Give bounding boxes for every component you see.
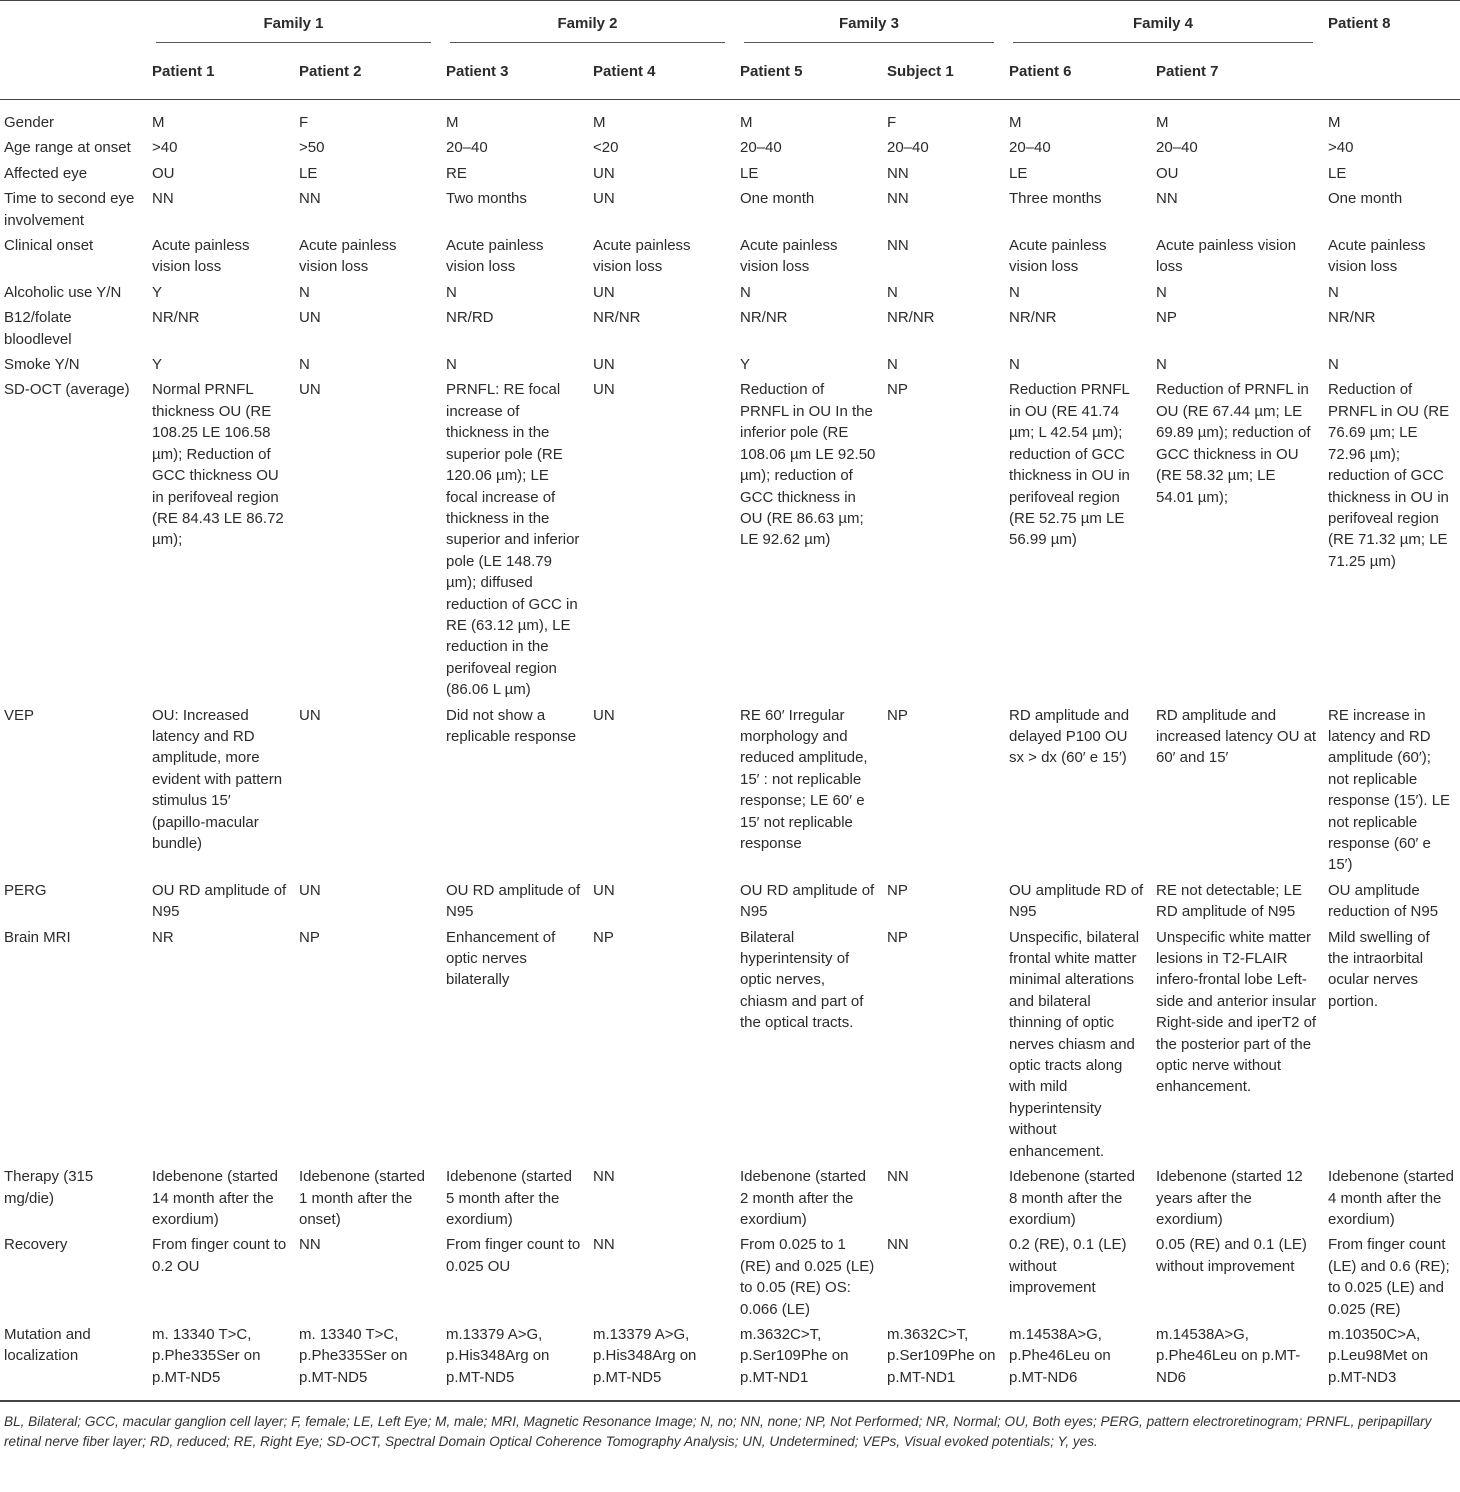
table-cell: N bbox=[1328, 356, 1339, 374]
table-cell: 20–40 bbox=[740, 139, 782, 157]
table-cell: Acute painless vision loss bbox=[593, 237, 691, 276]
table-cell: NN bbox=[1156, 190, 1178, 208]
table-cell: Idebenone (started 1 month after the onset) bbox=[299, 1168, 425, 1228]
family-header bbox=[441, 1, 735, 52]
table-cell: >40 bbox=[152, 139, 178, 157]
table-row bbox=[0, 100, 1460, 136]
patient-header bbox=[1323, 51, 1460, 100]
table-cell: NP bbox=[887, 706, 908, 724]
table-cell: LE bbox=[299, 164, 318, 182]
table-cell: N bbox=[299, 356, 310, 374]
table-cell: Did not show a replicable response bbox=[446, 706, 577, 745]
table-cell: UN bbox=[299, 881, 321, 899]
family-label: Family 1 bbox=[156, 13, 431, 43]
table-cell: NR bbox=[152, 928, 174, 946]
table-cell: Mild swelling of the intraorbital ocular nerves portion. bbox=[1328, 928, 1430, 1010]
table-cell: NN bbox=[593, 1236, 615, 1254]
table-cell: NN bbox=[593, 1168, 615, 1186]
row-label: Time to second eye involvement bbox=[4, 190, 135, 229]
table-cell: Idebenone (started 4 month after the exordium) bbox=[1328, 1168, 1454, 1228]
table-cell: OU bbox=[152, 164, 175, 182]
header-corner bbox=[0, 51, 147, 100]
table-cell: Idebenone (started 8 month after the exordium) bbox=[1009, 1168, 1135, 1228]
table-cell: m.10350C>A, p.Leu98Met on p.MT-ND3 bbox=[1328, 1325, 1429, 1386]
row-label: VEP bbox=[4, 706, 35, 724]
table-cell: NP bbox=[1156, 309, 1177, 327]
patient-header: Subject 1 bbox=[887, 63, 954, 80]
table-cell: Reduction PRNFL in OU (RE 41.74 µm; L 42.54 µm); reduction of GCC thickness in OU in perifoveal region (RE 52.75 µm LE 56.99 µm) bbox=[1009, 381, 1130, 549]
table-cell: m.13379 A>G, p.His348Arg on p.MT-ND5 bbox=[593, 1325, 697, 1386]
table-cell: UN bbox=[593, 356, 615, 374]
table-cell: Acute painless vision loss bbox=[446, 237, 544, 276]
table-cell: NN bbox=[887, 237, 909, 255]
table-cell: 20–40 bbox=[1009, 139, 1051, 157]
table-cell: 20–40 bbox=[1156, 139, 1198, 157]
family-header bbox=[735, 1, 1004, 52]
table-cell: NR/NR bbox=[887, 309, 935, 327]
table-cell: RE not detectable; LE RD amplitude of N95 bbox=[1156, 881, 1302, 921]
patient-header: Patient 7 bbox=[1156, 63, 1219, 80]
row-label: SD-OCT (average) bbox=[4, 381, 130, 399]
table-cell: Acute painless vision loss bbox=[152, 237, 250, 276]
table-cell: OU amplitude reduction of N95 bbox=[1328, 881, 1439, 921]
row-label: Alcoholic use Y/N bbox=[4, 283, 122, 301]
table-cell: OU RD amplitude of N95 bbox=[740, 881, 875, 921]
table-row bbox=[0, 1232, 1460, 1322]
row-label: PERG bbox=[4, 881, 47, 899]
table-cell: OU bbox=[1156, 164, 1179, 182]
table-cell: 0.2 (RE), 0.1 (LE) without improvement bbox=[1009, 1236, 1127, 1297]
table-row bbox=[0, 352, 1460, 377]
table-cell: 20–40 bbox=[887, 139, 929, 157]
table-cell: Idebenone (started 2 month after the exordium) bbox=[740, 1168, 866, 1228]
table-cell: NN bbox=[152, 190, 174, 208]
table-cell: M bbox=[1156, 114, 1169, 131]
table-cell: OU: Increased latency and RD amplitude, more evident with pattern stimulus 15′ (papillo-macular bundle) bbox=[152, 706, 283, 852]
table-cell: UN bbox=[299, 381, 321, 399]
table-cell: m.13379 A>G, p.His348Arg on p.MT-ND5 bbox=[446, 1325, 550, 1386]
table-body bbox=[0, 100, 1460, 1401]
table-cell: Unspecific white matter lesions in T2-FLAIR infero-frontal lobe Left-side and anterior insular Right-side and iperT2 of the posterior part of the optic nerve without enhancement. bbox=[1156, 928, 1317, 1096]
table-cell: NN bbox=[299, 1236, 321, 1254]
table-cell: NR/NR bbox=[1009, 309, 1057, 327]
family-header-row bbox=[0, 1, 1460, 52]
table-cell: Unspecific, bilateral frontal white matter minimal alterations and bilateral thinning of optic nerves chiasm and optic tracts along with mild hyperintensity without enhancement. bbox=[1009, 928, 1140, 1160]
table-row bbox=[0, 135, 1460, 160]
family-label: Patient 8 bbox=[1328, 15, 1391, 32]
table-row bbox=[0, 1322, 1460, 1401]
table-cell: Idebenone (started 14 month after the exordium) bbox=[152, 1168, 278, 1228]
family-label: Family 2 bbox=[450, 13, 725, 43]
table-row bbox=[0, 186, 1460, 233]
table-cell: OU RD amplitude of N95 bbox=[152, 881, 287, 921]
table-cell: NR/NR bbox=[740, 309, 788, 327]
table-cell: N bbox=[887, 283, 898, 301]
table-cell: UN bbox=[593, 283, 615, 301]
table-cell: Acute painless vision loss bbox=[1156, 237, 1297, 276]
table-cell: Idebenone (started 12 years after the exordium) bbox=[1156, 1168, 1303, 1228]
table-cell: 20–40 bbox=[446, 139, 488, 157]
header-corner bbox=[0, 1, 147, 52]
table-cell: NN bbox=[887, 164, 909, 182]
table-cell: RE increase in latency and RD amplitude (60′); not replicable response (15′). LE not replicable response (60′ e 15′) bbox=[1328, 706, 1451, 874]
table-cell: Normal PRNFL thickness OU (RE 108.25 LE 106.58 µm); Reduction of GCC thickness OU in perifoveal region (RE 84.43 LE 86.72 µm); bbox=[152, 381, 284, 549]
table-cell: >50 bbox=[299, 139, 325, 157]
table-cell: From finger count to 0.025 OU bbox=[446, 1236, 581, 1275]
patient-header: Patient 6 bbox=[1009, 63, 1072, 80]
table-row bbox=[0, 280, 1460, 305]
table-cell: m.14538A>G, p.Phe46Leu on p.MT-ND6 bbox=[1009, 1325, 1111, 1386]
table-cell: Y bbox=[152, 356, 163, 374]
table-row bbox=[0, 1164, 1460, 1232]
table-cell: NR/NR bbox=[152, 309, 200, 327]
row-label: B12/folate bloodlevel bbox=[4, 309, 72, 348]
table-cell: RE 60′ Irregular morphology and reduced amplitude, 15′ : not replicable response; LE 60′ e 15′ not replicable response bbox=[740, 706, 868, 852]
table-cell: UN bbox=[299, 706, 321, 724]
patient-header-row bbox=[0, 51, 1460, 100]
table-cell: Acute painless vision loss bbox=[1009, 237, 1107, 276]
table-cell: N bbox=[1156, 356, 1167, 374]
table-cell: RD amplitude and increased latency OU at 60′ and 15′ bbox=[1156, 706, 1317, 767]
table-cell: One month bbox=[1328, 190, 1403, 208]
table-cell: From finger count to 0.2 OU bbox=[152, 1236, 287, 1275]
table-cell: From finger count (LE) and 0.6 (RE); to 0.025 (LE) and 0.025 (RE) bbox=[1328, 1236, 1450, 1318]
patient-header: Patient 5 bbox=[740, 63, 803, 80]
table-cell: LE bbox=[740, 164, 759, 182]
table-cell: NR/NR bbox=[593, 309, 641, 327]
table-cell: Y bbox=[152, 283, 163, 301]
family-label: Family 3 bbox=[744, 13, 994, 43]
patient-header: Patient 4 bbox=[593, 63, 656, 80]
table-cell: <20 bbox=[593, 139, 619, 157]
table-row bbox=[0, 233, 1460, 280]
table-row bbox=[0, 703, 1460, 878]
patient-header: Patient 2 bbox=[299, 63, 362, 80]
table-cell: UN bbox=[593, 164, 615, 182]
table-cell: One month bbox=[740, 190, 815, 208]
table-cell: N bbox=[1328, 283, 1339, 301]
table-cell: Bilateral hyperintensity of optic nerves, chiasm and part of the optical tracts. bbox=[740, 928, 864, 1032]
table-cell: N bbox=[887, 356, 898, 374]
table-cell: Three months bbox=[1009, 190, 1102, 208]
table-row bbox=[0, 305, 1460, 352]
table-cell: UN bbox=[593, 190, 615, 208]
table-cell: NR/NR bbox=[1328, 309, 1376, 327]
table-cell: N bbox=[740, 283, 751, 301]
table-row bbox=[0, 161, 1460, 186]
table-cell: Reduction of PRNFL in OU (RE 76.69 µm; LE 72.96 µm); reduction of GCC thickness in OU in perifoveal region (RE 71.32 µm; LE 71.25 µm) bbox=[1328, 381, 1450, 570]
row-label: Clinical onset bbox=[4, 237, 94, 255]
row-label: Age range at onset bbox=[4, 139, 131, 157]
table-cell: F bbox=[299, 114, 309, 131]
table-cell: >40 bbox=[1328, 139, 1354, 157]
table-cell: NN bbox=[887, 1168, 909, 1186]
table-cell: N bbox=[1156, 283, 1167, 301]
table-cell: N bbox=[446, 283, 457, 301]
row-label: Smoke Y/N bbox=[4, 356, 80, 374]
table-cell: m.3632C>T, p.Ser109Phe on p.MT-ND1 bbox=[740, 1325, 849, 1386]
table-cell: m.14538A>G, p.Phe46Leu on p.MT-ND6 bbox=[1156, 1325, 1301, 1386]
table-cell: N bbox=[1009, 283, 1020, 301]
table-cell: RD amplitude and delayed P100 OU sx > dx (60′ e 15′) bbox=[1009, 706, 1130, 767]
table-cell: M bbox=[593, 114, 606, 131]
table-cell: NP bbox=[887, 928, 908, 946]
table-cell: Y bbox=[740, 356, 751, 374]
family-header bbox=[1004, 1, 1323, 52]
table-cell: LE bbox=[1328, 164, 1347, 182]
table-cell: Reduction of PRNFL in OU (RE 67.44 µm; LE 69.89 µm); reduction of GCC thickness in OU (RE 58.32 µm; LE 54.01 µm); bbox=[1156, 381, 1311, 506]
row-label: Affected eye bbox=[4, 164, 88, 182]
patient-header: Patient 3 bbox=[446, 63, 509, 80]
table-cell: N bbox=[446, 356, 457, 374]
table-cell: NP bbox=[593, 928, 614, 946]
table-row bbox=[0, 925, 1460, 1164]
family-header bbox=[147, 1, 441, 52]
table-cell: NN bbox=[887, 1236, 909, 1254]
table-row bbox=[0, 878, 1460, 925]
table-cell: UN bbox=[593, 706, 615, 724]
table-cell: From 0.025 to 1 (RE) and 0.025 (LE) to 0.05 (RE) OS: 0.066 (LE) bbox=[740, 1236, 875, 1318]
row-label: Therapy (315 mg/die) bbox=[4, 1168, 94, 1207]
table-cell: m. 13340 T>C, p.Phe335Ser on p.MT-ND5 bbox=[299, 1325, 408, 1386]
table-cell: Acute painless vision loss bbox=[1328, 237, 1426, 276]
table-cell: Enhancement of optic nerves bilaterally bbox=[446, 928, 556, 989]
table-cell: M bbox=[446, 114, 459, 131]
table-cell: F bbox=[887, 114, 897, 131]
row-label: Gender bbox=[4, 114, 55, 131]
table-cell: Idebenone (started 5 month after the exordium) bbox=[446, 1168, 572, 1228]
row-label: Recovery bbox=[4, 1236, 68, 1254]
patient-header: Patient 1 bbox=[152, 63, 215, 80]
table-cell: LE bbox=[1009, 164, 1028, 182]
table-cell: N bbox=[299, 283, 310, 301]
table-cell: M bbox=[152, 114, 165, 131]
table-cell: Acute painless vision loss bbox=[299, 237, 397, 276]
table-cell: NR/RD bbox=[446, 309, 494, 327]
family-header bbox=[1323, 1, 1460, 52]
table-cell: Acute painless vision loss bbox=[740, 237, 838, 276]
table-cell: NN bbox=[887, 190, 909, 208]
table-cell: UN bbox=[299, 309, 321, 327]
table-cell: RE bbox=[446, 164, 467, 182]
table-cell: NP bbox=[887, 881, 908, 899]
table-cell: UN bbox=[593, 381, 615, 399]
table-cell: OU amplitude RD of N95 bbox=[1009, 881, 1144, 921]
table-cell: NP bbox=[887, 381, 908, 399]
table-cell: m. 13340 T>C, p.Phe335Ser on p.MT-ND5 bbox=[152, 1325, 261, 1386]
table-cell: PRNFL: RE focal increase of thickness in the superior pole (RE 120.06 µm); LE focal increase of thickness in the superior and inferior pole (LE 148.79 µm); diffused reduction of GCC in RE (63.12 µm), LE reduction in the perifoveal region (86.06 L µm) bbox=[446, 381, 580, 699]
row-label: Brain MRI bbox=[4, 928, 71, 946]
family-label: Family 4 bbox=[1013, 13, 1313, 43]
table-cell: Reduction of PRNFL in OU In the inferior pole (RE 108.06 µm LE 92.50 µm); reduction of GCC thickness in OU (RE 86.63 µm; LE 92.62 µm) bbox=[740, 381, 876, 549]
table-cell: Two months bbox=[446, 190, 527, 208]
table-row bbox=[0, 377, 1460, 702]
table-cell: m.3632C>T, p.Ser109Phe on p.MT-ND1 bbox=[887, 1325, 996, 1386]
table-cell: M bbox=[1328, 114, 1341, 131]
table-cell: N bbox=[1009, 356, 1020, 374]
table-cell: M bbox=[1009, 114, 1022, 131]
table-footnote: BL, Bilateral; GCC, macular ganglion cell layer; F, female; LE, Left Eye; M, male; MRI, Magnetic Resonance Image; N, no; NN, none; NP, Not Performed; NR, Normal; OU, Both eyes; PERG, pattern electroretinogram; PRNFL, peripapillary retinal nerve fiber layer; RD, reduced; RE, Right Eye; SD-OCT, Spectral Domain Optical Coherence Tomography Analysis; UN, Undetermined; VEPs, Visual evoked potentials; Y, yes. bbox=[0, 1401, 1460, 1451]
row-label: Mutation and localization bbox=[4, 1325, 91, 1365]
table-cell: NP bbox=[299, 928, 320, 946]
table-cell: UN bbox=[593, 881, 615, 899]
table-cell: OU RD amplitude of N95 bbox=[446, 881, 581, 921]
table-cell: 0.05 (RE) and 0.1 (LE) without improvement bbox=[1156, 1236, 1307, 1275]
table-cell: M bbox=[740, 114, 753, 131]
table-cell: NN bbox=[299, 190, 321, 208]
